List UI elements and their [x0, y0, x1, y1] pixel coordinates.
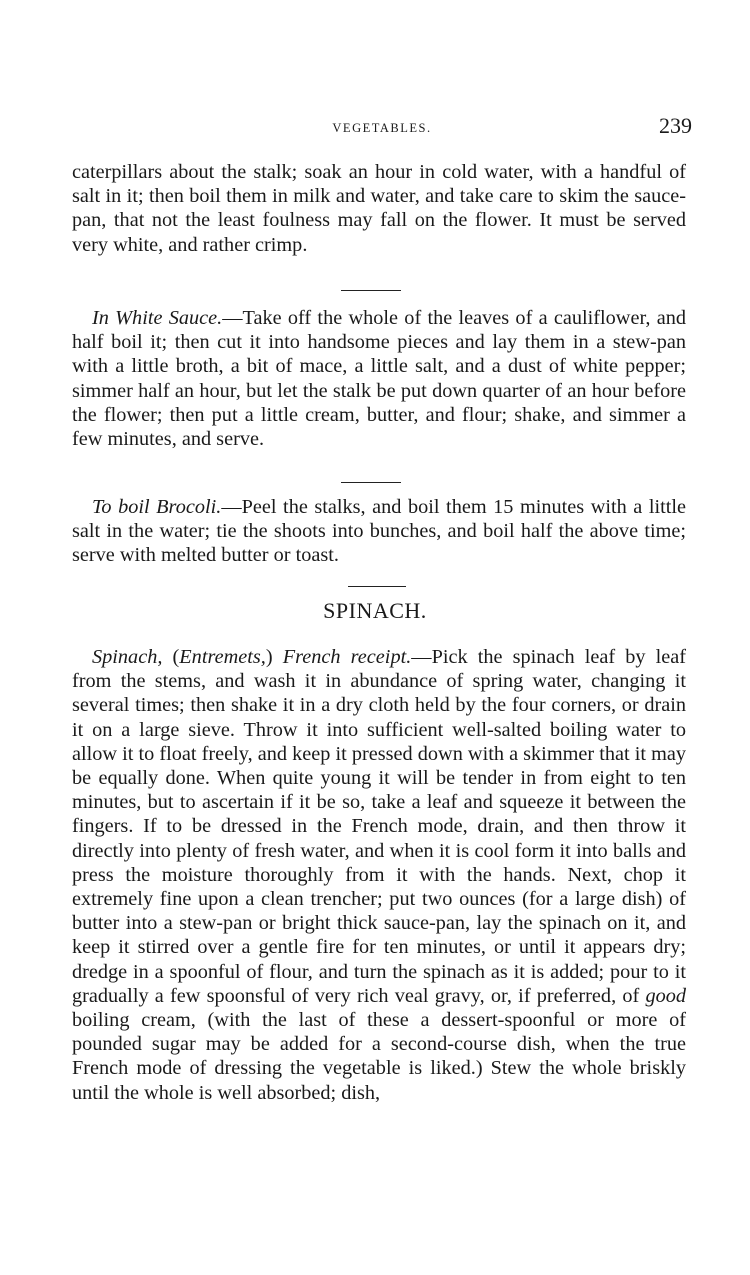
recipe-text: boiling cream, (with the last of these a dessert-spoonful or more of pounded sugar may be added for a second-course dish, when the true French mode of dressing the vegetable is liked.) Stew the whole briskly until the whole is well absorbed; dish,	[72, 1009, 686, 1104]
recipe-title: To boil Brocoli.	[92, 496, 222, 518]
paragraph-text	[72, 645, 686, 1105]
section-divider	[341, 482, 401, 483]
recipe-title-punct: )	[265, 646, 283, 668]
recipe-text: —Take off the whole of the leaves of a cauliflower, and half boil it; then cut it into handsome pieces and lay them in a stew-pan with a little broth, a bit of mace, a little salt, and a dust of white pepper; simmer half an hour, but let the stalk be put down quarter of an hour before the flower; then put a little cream, butter, and flour; shake, and simmer a few minutes, and serve.	[72, 307, 686, 451]
paragraph-cauliflower-end	[72, 160, 686, 257]
running-head	[72, 113, 692, 140]
recipe-title: In White Sauce.	[92, 307, 223, 329]
recipe-text: —Pick the spinach leaf by leaf from the stems, and wash it in abundance of spring water, changing it several times; then shake it in a dry cloth held by the four corners, or drain it on a large sieve. Throw it into sufficient well-salted boiling water to allow it to float freely, and keep it pressed down with a skimmer that it may be equally done. When quite young it will be tender in from eight to ten minutes, but to ascertain if it be so, take a leaf and squeeze it between the fingers. If to be dressed in the French mode, drain, and then throw it directly into plenty of fresh water, and when it is cool form it into balls and press the moisture thoroughly from it with the hands. Next, chop it extremely fine upon a clean trencher; put two ounces (for a large dish) of butter into a stew-pan or bright thick sauce-pan, lay the spinach on it, and keep it stirred over a gentle fire for ten minutes, or until it appears dry; dredge in a spoonful of flour, and turn the spinach as it is added; pour to it gradually a few spoonsful of very rich veal gravy, or, if preferred, of	[72, 646, 686, 1007]
recipe-title-punct: (	[162, 646, 180, 668]
emphasis-word: good	[645, 984, 686, 1007]
recipe-subtitle: Entremets,	[179, 646, 266, 668]
recipe-title: Spinach,	[92, 646, 163, 668]
section-heading: SPINACH.	[323, 598, 427, 623]
running-title: VEGETABLES.	[332, 121, 432, 135]
paragraph-text: caterpillars about the stalk; soak an hour in cold water, with a handful of salt in it; then boil them in milk and water, and take care to skim the sauce-pan, that not the least foulness may fall on the flower. It must be served very white, and rather crimp.	[72, 161, 686, 256]
recipe-text: —Peel the stalks, and boil them 15 minutes with a little salt in the water; tie the shoots into bunches, and boil half the above time; serve with melted butter or toast.	[72, 496, 686, 567]
paragraph-text	[72, 495, 686, 568]
paragraph-spinach	[72, 645, 686, 1105]
page-number: 239	[659, 113, 692, 138]
section-divider	[341, 290, 401, 291]
paragraph-text	[72, 306, 686, 451]
paragraph-white-sauce	[72, 306, 686, 451]
section-divider	[348, 586, 406, 587]
recipe-receipt: French receipt.	[282, 646, 412, 668]
paragraph-brocoli	[72, 495, 686, 568]
